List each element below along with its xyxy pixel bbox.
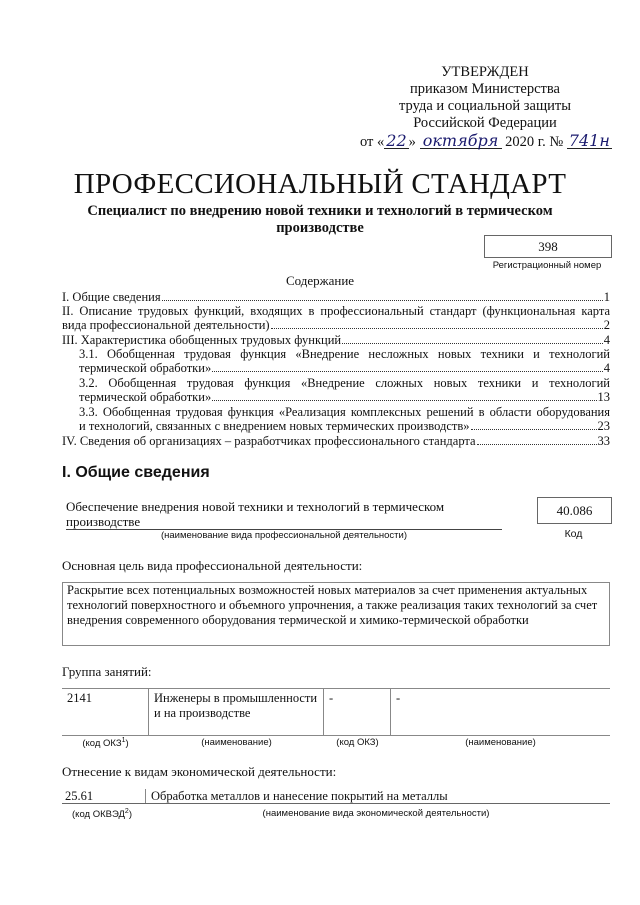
date-quote: » [408,134,416,150]
toc-item[interactable] [79,405,610,433]
toc-item-text: 3.3. Обобщенная трудовая функция «Реализация комплексных решений в области оборудования [79,405,610,419]
approval-line: Российской Федерации [413,115,557,131]
okz-code: 2141 [62,689,149,735]
okz-name: Инженеры в промышленности и на производстве [149,689,324,735]
handwritten-month: октября [420,134,502,149]
toc-item-text: термической обработки» [79,361,212,375]
registration-number-box: 398 [484,235,612,258]
toc-item[interactable] [62,434,610,448]
approval-date-line [360,131,610,151]
okz-code: - [324,689,391,735]
activity-caption: (наименование вида профессиональной деятельности) [160,530,408,541]
toc-leader [471,429,597,430]
approval-line: приказом Министерства [410,81,560,97]
toc-item[interactable] [62,333,610,347]
toc-page: 4 [603,361,610,375]
handwritten-order-number: 741н [568,131,610,150]
activity-name-line: производстве [66,514,502,530]
okz-name-caption: (наименование) [465,737,536,748]
toc-item-text: II. Описание трудовых функций, входящих в профессиональный стандарт (функциональная карта [62,304,610,318]
toc-item-text: 3.1. Обобщенная трудовая функция «Внедрение несложных новых техники и технологий [79,347,610,361]
toc-leader [162,300,603,301]
okved-name: Обработка металлов и нанесение покрытий на металлы [151,789,448,803]
okved-code-caption: (код ОКВЭД$^2$) [72,808,132,821]
toc-item[interactable] [62,290,610,304]
okz-name-caption: (наименование) [201,737,272,748]
toc-item-text: 3.2. Обобщенная трудовая функция «Внедрение сложных новых техники и технологий [79,376,610,390]
toc-item-text: и технологий, связанных с внедрением новых термических производств» [79,419,470,433]
okved-row [62,789,610,804]
group-label: Группа занятий: [62,664,152,679]
toc-item-text: III. Характеристика обобщенных трудовых функций [62,333,342,347]
toc-page: 4 [603,333,610,347]
approval-heading: УТВЕРЖДЕН [441,64,529,80]
toc-page: 1 [603,290,610,304]
approval-block [360,64,610,151]
toc-item-text: вида профессиональной деятельности) [62,318,270,332]
okved-code: 25.61 [62,789,146,803]
toc-item[interactable] [62,304,610,332]
date-prefix: от « [360,134,385,150]
purpose-label: Основная цель вида профессиональной деятельности: [62,558,363,573]
page-subtitle: Специалист по внедрению новой техники и технологий в термическом производстве [87,203,553,236]
toc-leader [212,400,596,401]
toc-item-text: термической обработки» [79,390,212,404]
code-caption: Код [564,528,583,540]
occupation-group-table [62,688,610,736]
okz-name: - [396,691,401,705]
purpose-box: Раскрытие всех потенциальных возможностей новых материалов за счет применения актуальных технологий поверхностного и объемного упрочнения, а также реализация таких технологий за счет внедрения современного оборудования термической и химико-термической обработки [62,582,610,646]
toc-leader [212,371,603,372]
page-title: ПРОФЕССИОНАЛЬНЫЙ СТАНДАРТ [73,168,567,200]
toc-page: 33 [597,434,610,448]
toc-leader [271,328,603,329]
toc-item[interactable] [79,347,610,375]
toc-item-text: IV. Сведения об организациях – разработчиках профессионального стандарта [62,434,476,448]
registration-number-caption: Регистрационный номер [492,260,602,271]
okz-code-caption: (код ОКЗ$^1$) [82,737,129,750]
okved-name-caption: (наименование вида экономической деятельности) [262,808,490,819]
section-heading: I. Общие сведения [62,464,210,481]
approval-line: труда и социальной защиты [399,98,571,114]
toc-page: 13 [597,390,610,404]
toc-page: 2 [603,318,610,332]
toc-page: 23 [597,419,610,433]
toc-item[interactable] [79,376,610,404]
handwritten-day: 22 [386,131,407,150]
okved-label: Отнесение к видам экономической деятельности: [62,764,337,779]
toc-leader [342,343,603,344]
activity-name [66,499,502,530]
okz-code-caption: (код ОКЗ) [336,737,379,748]
date-year: 2020 г. № [505,134,564,150]
activity-name-line: Обеспечение внедрения новой техники и технологий в термическом [66,499,445,514]
toc-leader [477,444,597,445]
toc-heading: Содержание [285,273,355,288]
activity-code-box: 40.086 [537,497,612,524]
toc-item-text: I. Общие сведения [62,290,161,304]
